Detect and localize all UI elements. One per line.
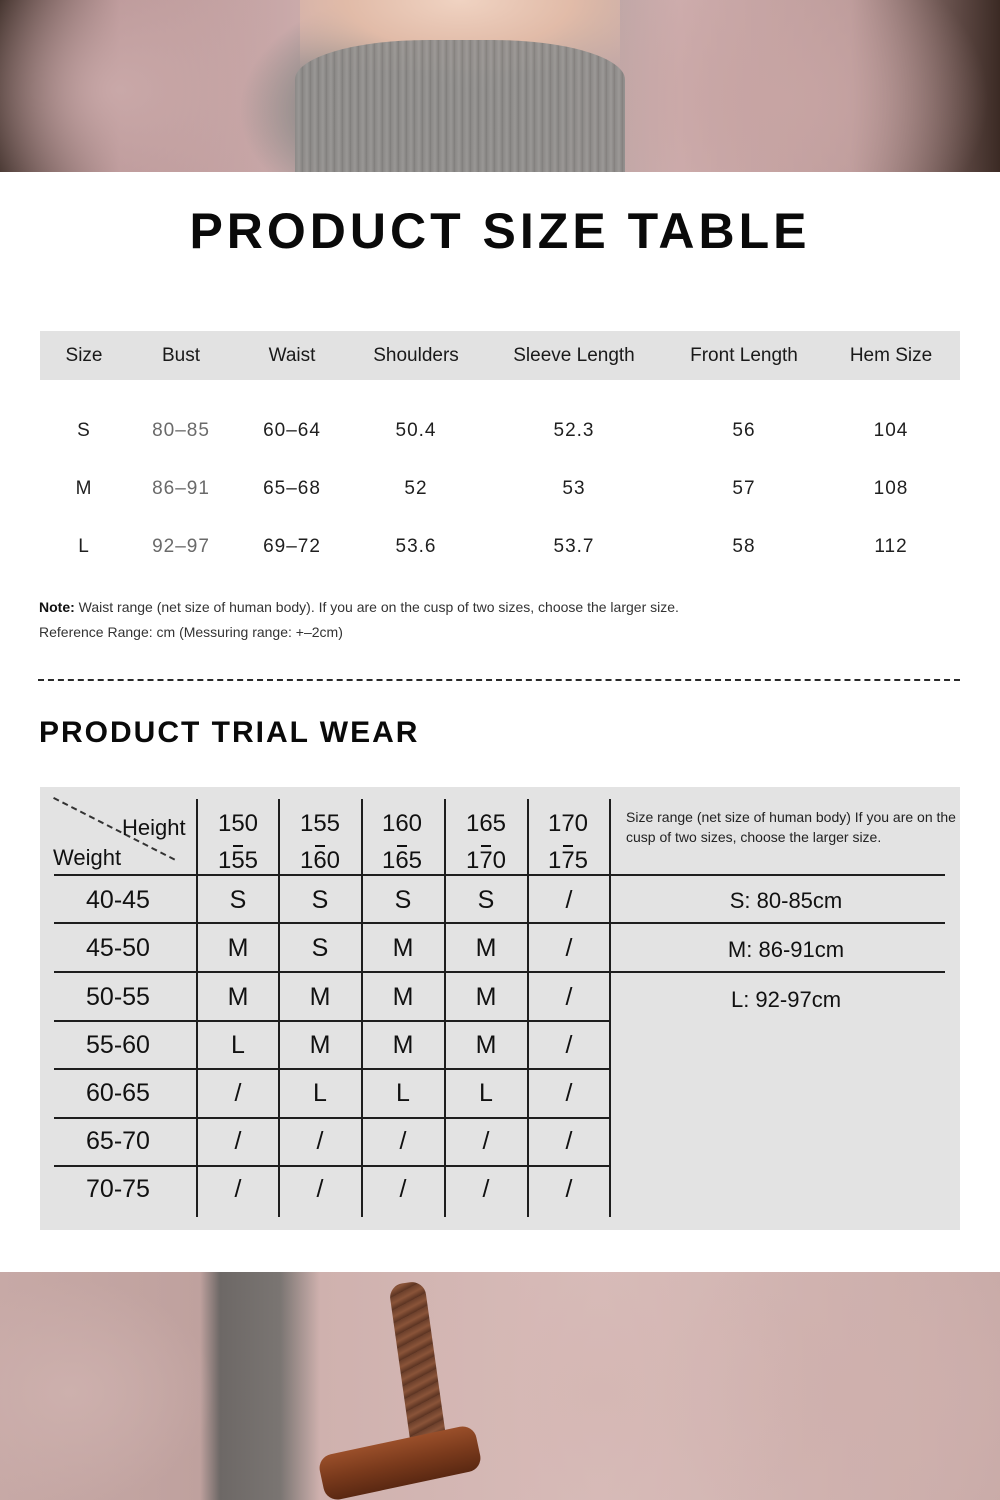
height-top: 170 [547,810,589,837]
grid-cell: / [565,1175,573,1203]
table-row [40,460,960,518]
height-axis-label: Height [122,815,186,840]
grid-cell: / [565,983,573,1011]
size-table [40,331,960,576]
grid-line [54,922,945,924]
cell: 52 [404,478,428,499]
trial-wear-table [40,787,960,1230]
grid-cell: / [399,1175,407,1203]
cell: S [77,420,91,441]
cell: 86–91 [152,478,210,499]
grid-cell: / [482,1175,490,1203]
grid-cell: / [565,934,573,962]
grid-cell: M [475,934,497,962]
cell: 80–85 [152,420,210,441]
toggle-cord [388,1280,447,1453]
top-product-photo [0,0,1000,172]
grid-cell: M [475,1031,497,1059]
table-row [40,518,960,576]
cell: M [75,478,93,499]
header-waist: Waist [268,344,316,366]
knit-collar [295,40,625,172]
note-line-2: Reference Range: cm (Messuring range: +–2cm) [39,624,343,640]
grid-cell: M [227,983,249,1011]
height-bottom: 160 [279,842,361,879]
size-note [39,595,679,645]
header-sleeve-length: Sleeve Length [513,344,635,366]
weight-label: 50-55 [86,983,150,1011]
cell: 60–64 [263,420,321,441]
grid-cell: L [479,1079,493,1107]
height-top: 150 [217,810,259,837]
grid-cell: S [394,886,412,914]
grid-cell: / [316,1175,324,1203]
size-range-m: M: 86-91cm [727,937,845,962]
grid-cell: / [234,1175,242,1203]
height-header [361,805,443,879]
cell: 69–72 [263,536,321,557]
grid-line [54,1020,610,1022]
dashed-divider [38,679,960,681]
header-shoulders: Shoulders [373,344,459,366]
cell: 50.4 [395,420,437,441]
weight-axis-label: Weight [53,845,122,870]
size-range-l: L: 92-97cm [730,987,842,1012]
height-top: 160 [381,810,423,837]
grid-cell: / [565,1079,573,1107]
cell: 52.3 [553,420,595,441]
header-hem-size: Hem Size [849,344,933,366]
page-title: PRODUCT SIZE TABLE [189,203,811,259]
grid-cell: / [234,1127,242,1155]
grid-cell: / [316,1127,324,1155]
bottom-product-photo [0,1272,1000,1500]
grid-cell: / [565,1031,573,1059]
grid-cell: S [311,886,329,914]
grid-cell: L [396,1079,410,1107]
grid-cell: M [475,983,497,1011]
grid-cell: S [229,886,247,914]
grid-cell: S [311,934,329,962]
grid-cell: / [565,1127,573,1155]
cell: 58 [732,536,756,557]
height-bottom: 155 [197,842,279,879]
grid-cell: L [313,1079,327,1107]
grid-cell: M [392,1031,414,1059]
table-row [40,402,960,460]
grid-cell: S [477,886,495,914]
grid-line [54,971,945,973]
size-range-note: Size range (net size of human body) If you are on the cusp of two sizes, choose the larger size. [626,809,956,845]
cell: 112 [874,536,908,557]
grid-cell: M [392,983,414,1011]
grid-cell: / [399,1127,407,1155]
height-bottom: 175 [527,842,609,879]
cell: 53 [562,478,586,499]
grid-line [54,1068,610,1070]
grid-line [54,1117,610,1119]
size-range-s: S: 80-85cm [729,888,843,913]
height-header [445,805,527,879]
note-label: Note: [39,599,75,615]
grid-cell: M [227,934,249,962]
grid-cell: / [482,1127,490,1155]
note-line-1: Waist range (net size of human body). If you are on the cusp of two sizes, choose the larger size. [74,599,679,615]
cell: 57 [732,478,756,499]
height-header [527,805,609,879]
cell: 56 [732,420,756,441]
height-top: 155 [299,810,341,837]
header-bust: Bust [161,344,201,366]
cell: 53.7 [553,536,595,557]
grid-cell: M [309,983,331,1011]
grid-cell: L [231,1031,245,1059]
cell: 92–97 [152,536,210,557]
height-bottom: 170 [445,842,527,879]
cell: 65–68 [263,478,321,499]
wooden-toggle-button [317,1424,483,1500]
grid-cell: M [309,1031,331,1059]
weight-label: 70-75 [86,1175,150,1203]
cell: 108 [873,478,909,499]
weight-label: 45-50 [86,934,150,962]
grid-line [54,1165,610,1167]
height-header [279,805,361,879]
weight-label: 55-60 [86,1031,150,1059]
grid-cell: / [565,886,573,914]
header-front-length: Front Length [690,344,798,366]
header-size: Size [65,344,103,366]
grid-cell: M [392,934,414,962]
height-header [197,805,279,879]
size-table-header [40,331,960,380]
cell: 104 [873,420,909,441]
weight-label: 40-45 [86,886,150,914]
grid-cell: / [234,1079,242,1107]
height-top: 165 [465,810,507,837]
weight-label: 65-70 [86,1127,150,1155]
cell: 53.6 [395,536,437,557]
height-bottom: 165 [361,842,443,879]
cell: L [78,536,90,557]
weight-label: 60-65 [86,1079,150,1107]
section-title: PRODUCT TRIAL WEAR [39,716,420,749]
